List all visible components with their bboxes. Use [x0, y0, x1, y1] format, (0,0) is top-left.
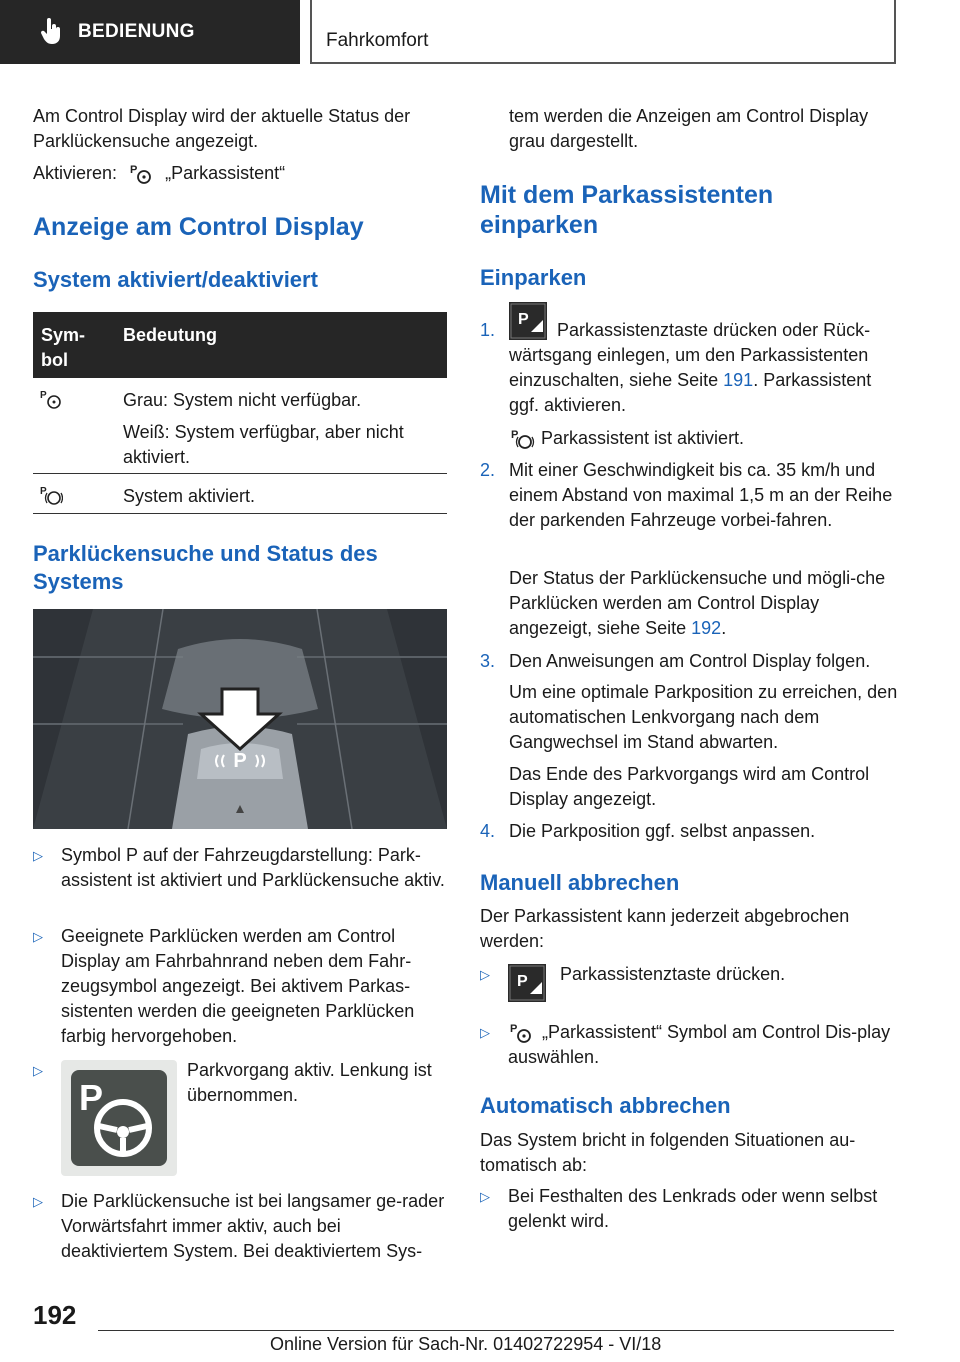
bullet-text: Symbol P auf der Fahrzeugdarstellung: Park-assistent ist aktiviert und Parklückensuche aktiv. [61, 845, 445, 890]
svg-text:P: P [517, 973, 528, 990]
bullet-text-part: „Parkassistent“ Symbol am Control Dis-play auswählen. [508, 1022, 891, 1067]
symbol-table [33, 312, 447, 514]
step-text: Mit einer Geschwindigkeit bis ca. 35 km/h und einem Abstand von maximal 1,5 m an der Reihe der parkenden Fahrzeuge vorbei-fahren. [509, 460, 893, 530]
heading-display: Anzeige am Control Display [33, 213, 364, 241]
col-meaning: Bedeutung [123, 325, 217, 345]
bullet-text: Bei Festhalten des Lenkrads oder wenn selbst gelenkt wird. [508, 1186, 878, 1231]
activate-line [33, 161, 447, 186]
bullet-triangle-icon: ▷ [480, 1189, 490, 1204]
step-note [509, 426, 899, 451]
row-line: Grau: System nicht verfügbar. [123, 390, 362, 410]
bullet-triangle-icon: ▷ [480, 1025, 490, 1040]
svg-text:P: P [510, 1023, 518, 1036]
footer-text: Online Version für Sach-Nr. 01402722954 - VI/18 [270, 1334, 662, 1354]
heading-park: Mit dem Parkassistenten einparken [480, 181, 774, 239]
heading-system: System aktiviert/deaktiviert [33, 267, 318, 292]
park-assist-button-icon [508, 964, 546, 1002]
svg-text:P: P [79, 1077, 104, 1118]
page-link-191[interactable]: 191 [723, 370, 754, 390]
park-assist-icon [509, 428, 535, 450]
bullet-text: Parkvorgang aktiv. Lenkung ist übernommen. [187, 1060, 432, 1105]
svg-text:P: P [40, 486, 47, 497]
heading-search: Parklückensuche und Status des Systems [33, 541, 378, 594]
table-header [33, 312, 447, 378]
bullet-text: Parkassistenztaste drücken. [560, 964, 786, 984]
bullet-triangle-icon: ▷ [33, 1194, 43, 1209]
step-note: Um eine optimale Parkposition zu erreichen, den automatischen Lenkvorgang nach dem Gangwechsel im Stand abwarten. [509, 682, 898, 752]
step-note [509, 566, 899, 641]
hand-pointer-icon [40, 18, 64, 46]
heading-manual: Manuell abbrechen [480, 870, 680, 895]
control-display-illustration [33, 609, 447, 829]
bullet-text [508, 1020, 894, 1070]
step-number: 3. [480, 651, 496, 671]
step-note-text: Parkassistent ist aktiviert. [541, 428, 745, 448]
row-line: Weiß: System verfügbar, aber nicht aktiviert. [123, 422, 404, 467]
parking-scene-graphic [33, 609, 447, 829]
step-number: 1. [480, 320, 496, 340]
section-label: Fahrkomfort [326, 30, 429, 51]
illustration-p-symbol: P [233, 750, 247, 772]
svg-text:P: P [518, 311, 529, 328]
park-assist-icon [128, 163, 154, 185]
step-number: 2. [480, 460, 496, 480]
table-row [33, 378, 447, 474]
park-assist-icon [508, 1022, 534, 1044]
col-symbol: Sym-bol [41, 325, 86, 370]
step-note: Das Ende des Parkvorgangs wird am Control Display angezeigt. [509, 764, 870, 809]
step-note-text: . [721, 618, 727, 638]
heading-auto: Automatisch abbrechen [480, 1093, 731, 1118]
continuation-text: tem werden die Anzeigen am Control Display grau dargestellt. [509, 106, 869, 151]
park-assist-active-icon [39, 484, 63, 508]
bullet-triangle-icon: ▷ [33, 848, 43, 863]
table-row [33, 474, 447, 514]
activate-label: Aktivieren: [33, 163, 118, 183]
step-text-part: Parkassistenztaste drücken oder Rück-wärtsgang einlegen, um den Parkassistenten einzuschalten, siehe Seite [509, 320, 871, 390]
heading-einparken: Einparken [480, 265, 587, 290]
svg-text:P: P [40, 390, 47, 401]
row-desc: System aktiviert. [123, 486, 256, 506]
intro-text: Am Control Display wird der aktuelle Status der Parklückensuche angezeigt. [33, 106, 411, 151]
section-header [310, 0, 896, 64]
park-steering-icon [61, 1060, 177, 1176]
bullet-text: Die Parklückensuche ist bei langsamer ge-rader Vorwärtsfahrt immer aktiv, auch bei deaktiviertem System. Bei deaktiviertem Sys- [61, 1191, 445, 1261]
step-text [509, 318, 899, 418]
bullet-text: Geeignete Parklücken werden am Control Display am Fahrbahnrand neben dem Fahr-zeugsymbol angezeigt. Bei aktivem Parkas-sistenten werden die geeigneten Parklücken farbig hervorgehoben. [61, 926, 415, 1046]
bullet-triangle-icon: ▷ [33, 1063, 43, 1078]
page-number: 192 [33, 1300, 77, 1330]
auto-intro: Das System bricht in folgenden Situationen au-tomatisch ab: [480, 1130, 856, 1175]
svg-text:P: P [511, 429, 519, 442]
footer-divider [98, 1330, 894, 1331]
bullet-triangle-icon: ▷ [480, 967, 490, 982]
step-number: 4. [480, 821, 496, 841]
row-desc [123, 388, 443, 470]
step-text-part: . Parkassistent ggf. aktivieren. [509, 370, 872, 415]
page-link-192[interactable]: 192 [691, 618, 722, 638]
step-text: Die Parkposition ggf. selbst anpassen. [509, 821, 816, 841]
step-note-text: Der Status der Parklückensuche und mögli-che Parklücken werden am Control Display angezeigt, siehe Seite [509, 568, 886, 638]
chapter-label: BEDIENUNG [78, 21, 195, 42]
step-text: Den Anweisungen am Control Display folgen. [509, 651, 871, 671]
svg-text:P: P [130, 164, 138, 177]
activate-target: „Parkassistent“ [165, 163, 286, 183]
bullet-triangle-icon: ▷ [33, 929, 43, 944]
manual-intro: Der Parkassistent kann jederzeit abgebrochen werden: [480, 906, 850, 951]
chapter-tab [0, 0, 300, 64]
park-assist-grey-icon [39, 388, 63, 412]
